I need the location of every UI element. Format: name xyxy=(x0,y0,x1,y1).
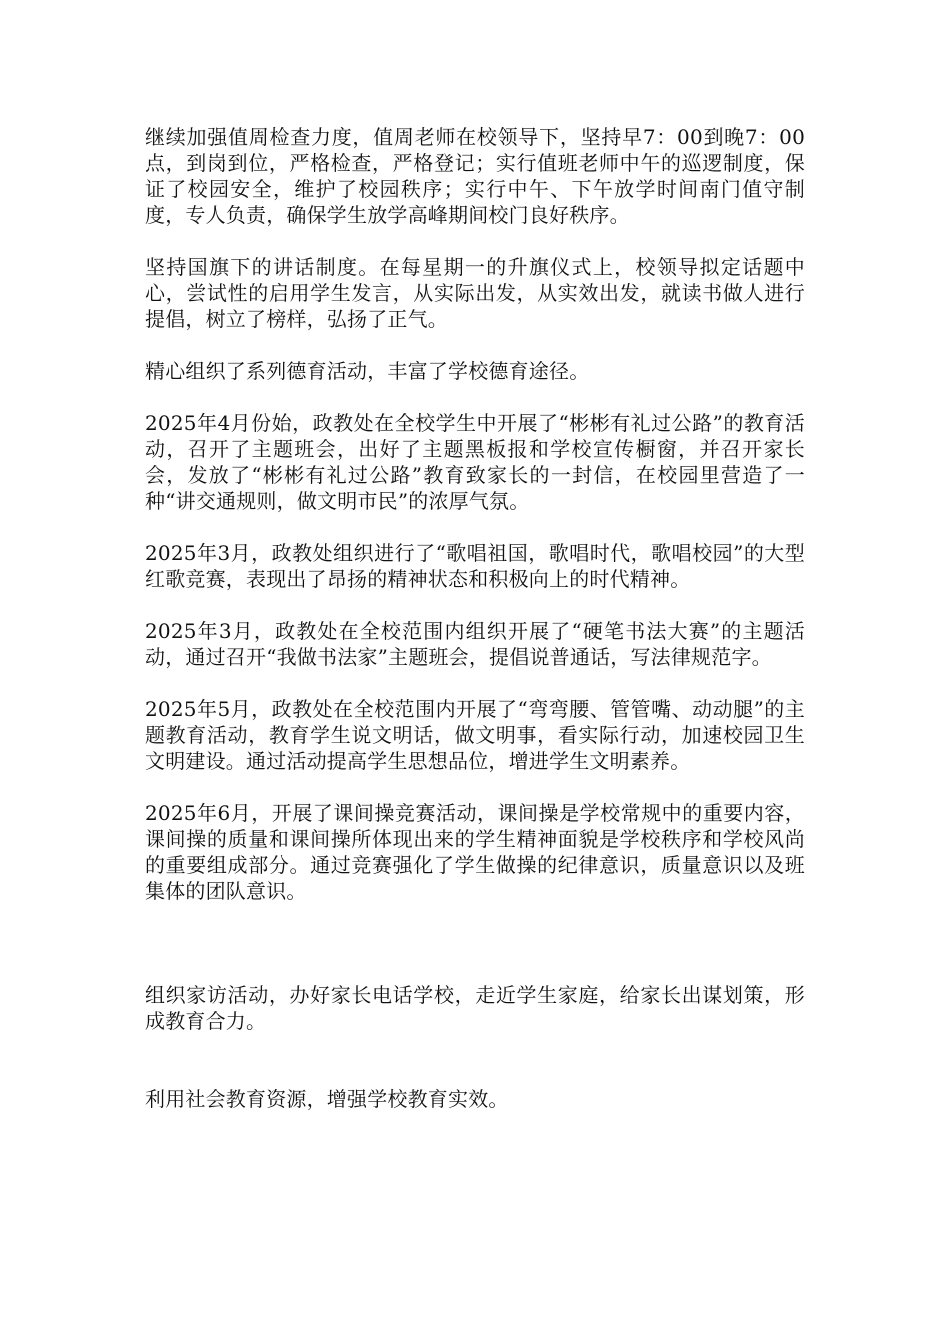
document-page xyxy=(145,124,805,1112)
paragraph-moral-activities: 精心组织了系列德育活动，丰富了学校德育途径。 xyxy=(145,359,590,383)
paragraph-calligraphy-contest: 2025年3月，政教处在全校范围内组织开展了“硬笔书法大赛”的主题活动，通过召开“我做书法家”主题班会，提倡说普通话，写法律规范字。 xyxy=(145,619,805,669)
paragraph-flag-speech: 坚持国旗下的讲话制度。在每星期一的升旗仪式上，校领导拟定话题中心，尝试性的启用学生发言，从实际出发，从实效出发，就读书做人进行提倡，树立了榜样，弘扬了正气。 xyxy=(145,255,805,331)
paragraph-civility-campaign: 2025年5月，政教处在全校范围内开展了“弯弯腰、管管嘴、动动腿”的主题教育活动，教育学生说文明话，做文明事，看实际行动，加速校园卫生文明建设。通过活动提高学生思想品位，增进学生文明素养。 xyxy=(145,697,805,773)
paragraph-red-song-contest: 2025年3月，政教处组织进行了“歌唱祖国，歌唱时代，歌唱校园”的大型红歌竞赛，表现出了昂扬的精神状态和积极向上的时代精神。 xyxy=(145,541,805,591)
paragraph-home-visits: 组织家访活动，办好家长电话学校，走近学生家庭，给家长出谋划策，形成教育合力。 xyxy=(145,983,805,1033)
paragraph-exercise-contest: 2025年6月，开展了课间操竞赛活动，课间操是学校常规中的重要内容，课间操的质量和课间操所体现出来的学生精神面貌是学校秩序和学校风尚的重要组成部分。通过竞赛强化了学生做操的纪律意识，质量意识以及班集体的团队意识。 xyxy=(145,801,805,903)
paragraph-duty-inspection: 继续加强值周检查力度，值周老师在校领导下，坚持早7：00到晚7：00点，到岗到位，严格检查，严格登记；实行值班老师中午的巡逻制度，保证了校园安全，维护了校园秩序；实行中午、下午放学时间南门值守制度，专人负责，确保学生放学高峰期间校门良好秩序。 xyxy=(145,125,805,227)
paragraph-social-resources: 利用社会教育资源，增强学校教育实效。 xyxy=(145,1087,509,1111)
paragraph-traffic-etiquette: 2025年4月份始，政教处在全校学生中开展了“彬彬有礼过公路”的教育活动，召开了主题班会，出好了主题黑板报和学校宣传橱窗，并召开家长会，发放了“彬彬有礼过公路”教育致家长的一封信，在校园里营造了一种“讲交通规则，做文明市民”的浓厚气氛。 xyxy=(145,411,805,513)
